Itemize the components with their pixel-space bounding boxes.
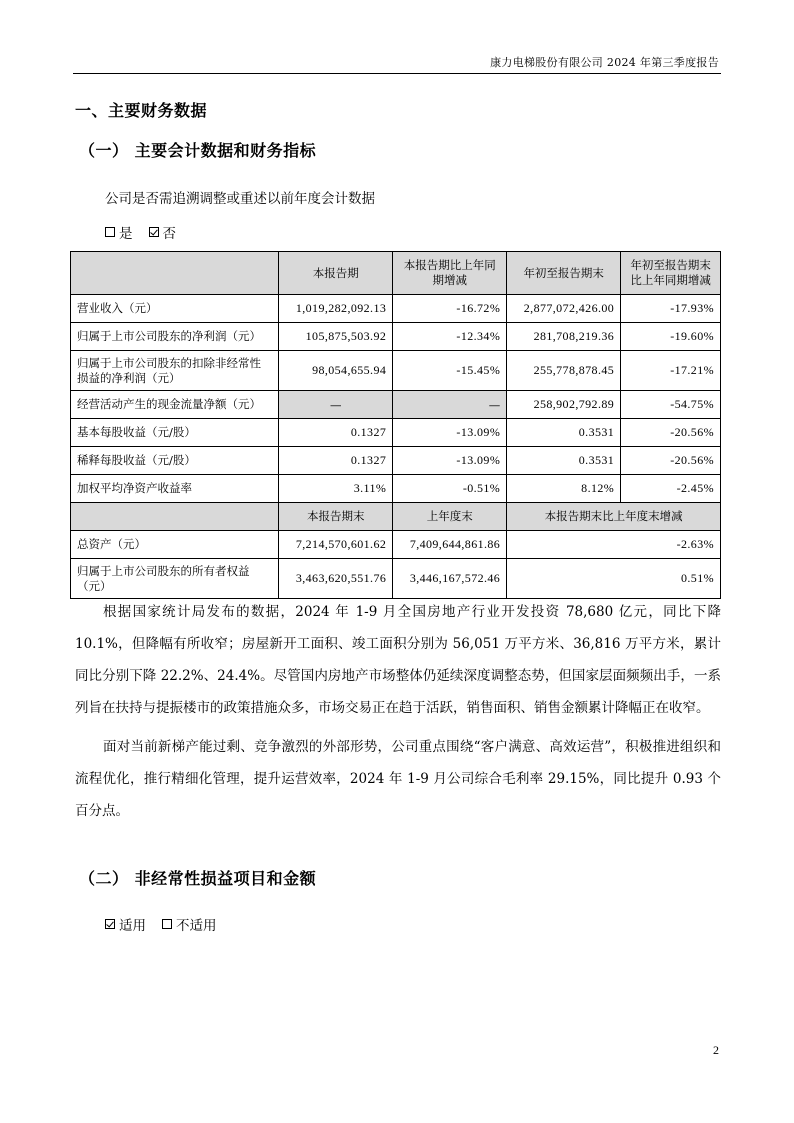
row-label: 归属于上市公司股东的扣除非经常性损益的净利润（元） xyxy=(71,351,279,391)
table-row xyxy=(71,323,721,351)
cell-value: -0.51% xyxy=(393,475,507,503)
no-label: 否 xyxy=(162,226,176,242)
row-label: 经营活动产生的现金流量净额（元） xyxy=(71,391,279,419)
cell-value: 0.1327 xyxy=(279,447,393,475)
row-label: 营业收入（元） xyxy=(71,295,279,323)
table-header-cell: 本报告期比上年同期增减 xyxy=(393,252,507,295)
section-heading-financial-data: 一、主要财务数据 xyxy=(75,101,208,120)
not-applicable-label: 不适用 xyxy=(176,918,217,934)
cell-value: -17.21% xyxy=(621,351,721,391)
paragraph-real-estate-market: 根据国家统计局发布的数据，2024 年 1-9 月全国房地产行业开发投资 78,680 亿元，同比下降 10.1%，但降幅有所收窄；房屋新开工面积、竣工面积分别为 56,051 万平方米、36,816 万平方米，累计同比分别下降 22.2%、24.4%。尽管国内房地产市场整体仍延续深度调整态势，但国家层面频频出手，一系列旨在扶持与提振楼市的政策措施众多，市场交易正在趋于活跃，销售面积、销售金额累计降幅正在收窄。 xyxy=(75,604,721,716)
table-row xyxy=(71,475,721,503)
table-header-row xyxy=(71,252,721,295)
applicable-choice xyxy=(105,914,217,934)
cell-value: 0.51% xyxy=(507,559,721,599)
table-subheader-row xyxy=(71,503,721,531)
row-label: 总资产（元） xyxy=(71,531,279,559)
row-label: 加权平均净资产收益率 xyxy=(71,475,279,503)
cell-value: -19.60% xyxy=(621,323,721,351)
cell-value: 258,902,792.89 xyxy=(507,391,621,419)
cell-value: -17.93% xyxy=(621,295,721,323)
cell-value: -20.56% xyxy=(621,419,721,447)
cell-value: -2.45% xyxy=(621,475,721,503)
table-header-cell: 年初至报告期末 xyxy=(507,252,621,295)
cell-value: -16.72% xyxy=(393,295,507,323)
table-header-cell: 本报告期 xyxy=(279,252,393,295)
subsection-heading-key-accounting-data: （一） 主要会计数据和财务指标 xyxy=(79,141,317,160)
cell-value: 255,778,878.45 xyxy=(507,351,621,391)
cell-value: 8.12% xyxy=(507,475,621,503)
cell-value: -20.56% xyxy=(621,447,721,475)
report-header-title: 康力电梯股份有限公司 2024 年第三季度报告 xyxy=(490,56,719,69)
table-row xyxy=(71,419,721,447)
cell-value: — xyxy=(279,391,393,419)
header-divider xyxy=(73,73,721,74)
row-label: 归属于上市公司股东的净利润（元） xyxy=(71,323,279,351)
table-header-cell: 本报告期末 xyxy=(279,503,393,531)
cell-value: 0.3531 xyxy=(507,447,621,475)
restatement-choice xyxy=(105,222,176,242)
row-label: 归属于上市公司股东的所有者权益（元） xyxy=(71,559,279,599)
no-checkbox[interactable] xyxy=(149,227,159,237)
applicable-label: 适用 xyxy=(119,918,146,934)
cell-value: 3.11% xyxy=(279,475,393,503)
commentary-text xyxy=(75,596,721,827)
cell-value: 98,054,655.94 xyxy=(279,351,393,391)
restatement-question: 公司是否需追溯调整或重述以前年度会计数据 xyxy=(105,191,375,207)
cell-value: -15.45% xyxy=(393,351,507,391)
table-header-blank xyxy=(71,503,279,531)
cell-value: 0.1327 xyxy=(279,419,393,447)
financial-data-table xyxy=(70,251,721,599)
row-label: 基本每股收益（元/股） xyxy=(71,419,279,447)
cell-value: -2.63% xyxy=(507,531,721,559)
table-row xyxy=(71,351,721,391)
table-header-blank xyxy=(71,252,279,295)
table-header-cell: 年初至报告期末比上年同期增减 xyxy=(621,252,721,295)
yes-checkbox[interactable] xyxy=(105,227,115,237)
cell-value: — xyxy=(393,391,507,419)
cell-value: 0.3531 xyxy=(507,419,621,447)
cell-value: 3,463,620,551.76 xyxy=(279,559,393,599)
cell-value: 105,875,503.92 xyxy=(279,323,393,351)
paragraph-company-operations: 面对当前新梯产能过剩、竞争激烈的外部形势，公司重点围绕“客户满意、高效运营”，积极推进组织和流程优化，推行精细化管理，提升运营效率，2024 年 1-9 月公司综合毛利率 29.15%，同比提升 0.93 个百分点。 xyxy=(75,739,721,819)
cell-value: 1,019,282,092.13 xyxy=(279,295,393,323)
table-row xyxy=(71,447,721,475)
table-header-cell: 本报告期末比上年度末增减 xyxy=(507,503,721,531)
cell-value: 281,708,219.36 xyxy=(507,323,621,351)
cell-value: -54.75% xyxy=(621,391,721,419)
subsection-heading-non-recurring-items: （二） 非经常性损益项目和金额 xyxy=(79,869,317,888)
not-applicable-checkbox[interactable] xyxy=(162,919,172,929)
yes-label: 是 xyxy=(119,226,133,242)
table-row xyxy=(71,295,721,323)
cell-value: -13.09% xyxy=(393,447,507,475)
table-row xyxy=(71,559,721,599)
table-header-cell: 上年度末 xyxy=(393,503,507,531)
table-row xyxy=(71,531,721,559)
cell-value: 7,409,644,861.86 xyxy=(393,531,507,559)
cell-value: -12.34% xyxy=(393,323,507,351)
cell-value: 3,446,167,572.46 xyxy=(393,559,507,599)
cell-value: 7,214,570,601.62 xyxy=(279,531,393,559)
page-number: 2 xyxy=(713,1043,719,1057)
cell-value: -13.09% xyxy=(393,419,507,447)
row-label: 稀释每股收益（元/股） xyxy=(71,447,279,475)
table-row xyxy=(71,391,721,419)
applicable-checkbox[interactable] xyxy=(105,919,115,929)
cell-value: 2,877,072,426.00 xyxy=(507,295,621,323)
